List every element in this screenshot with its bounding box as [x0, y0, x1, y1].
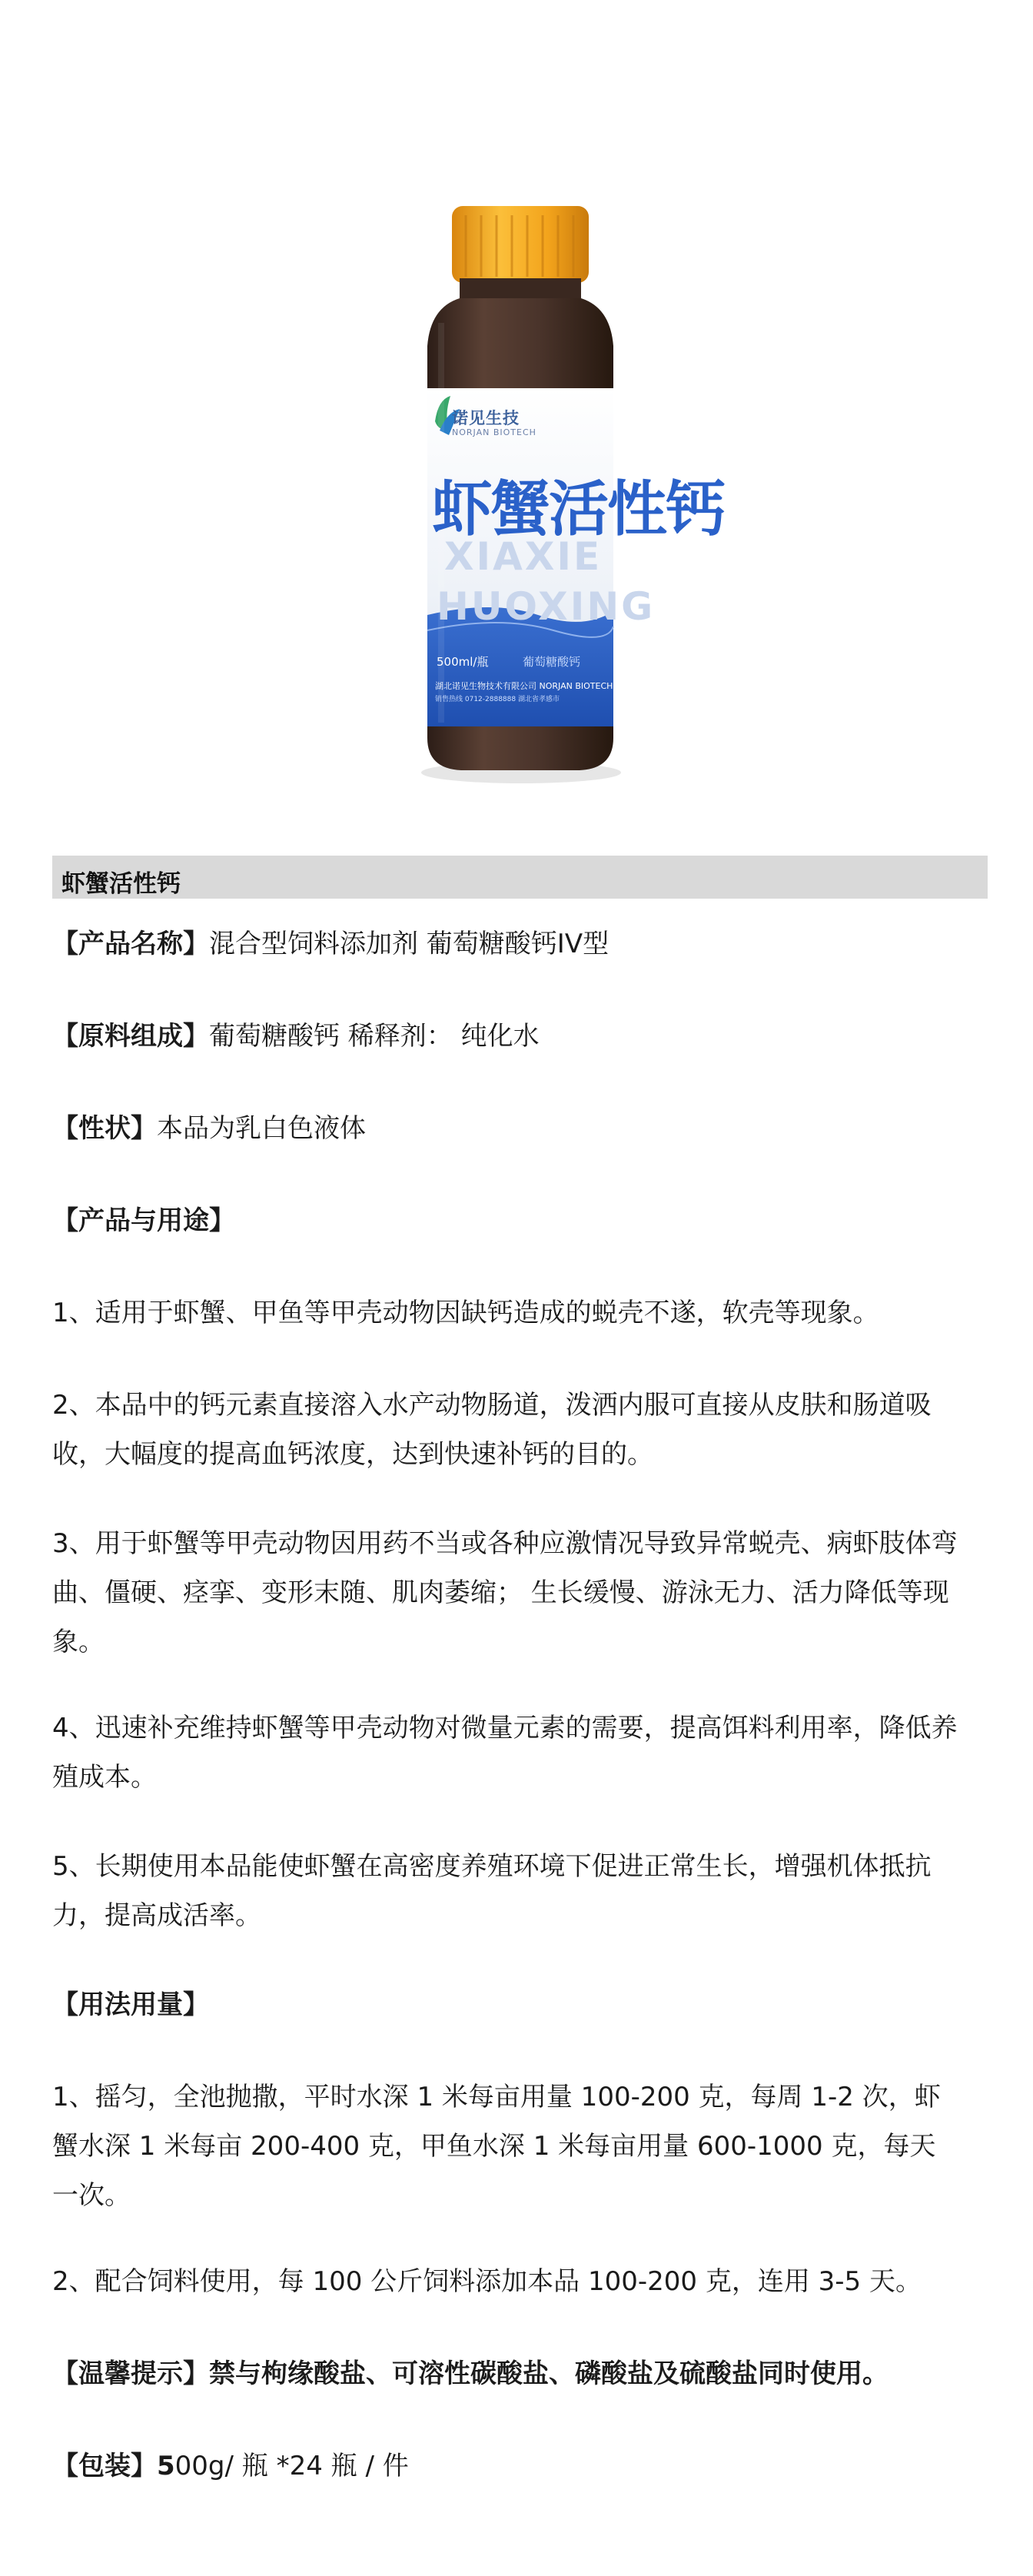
usage-item: 3、用于虾蟹等甲壳动物因用药不当或各种应激情况导致异常蜕壳、病虾肢体弯曲、僵硬、痉挛、变形末随、肌肉萎缩； 生长缓慢、游泳无力、活力降低等现象。: [52, 1528, 958, 1657]
label-pinyin-1: XIAXIE: [444, 534, 603, 579]
section-title-bar: [52, 856, 988, 899]
label-company: 湖北诺见生物技术有限公司 NORJAN BIOTECH 营养科技: [435, 681, 649, 691]
label-volume: 500ml/瓶: [437, 655, 489, 669]
dosage-item: 2、配合饲料使用，每 100 公斤饲料添加本品 100-200 克，连用 3-5 天。: [52, 2266, 922, 2297]
appearance-label: 【性状】: [52, 1113, 157, 1144]
warning-label: 【温馨提示】: [52, 2358, 209, 2389]
usage-heading: 【产品与用途】: [52, 1205, 235, 1236]
usage-item: 1、适用于虾蟹、甲鱼等甲壳动物因缺钙造成的蜕壳不遂，软壳等现象。: [52, 1298, 879, 1328]
package-value-bold: 5: [157, 2451, 175, 2481]
dosage-heading-row: [52, 1980, 975, 2029]
package-row: [52, 2441, 975, 2491]
warning-row: [52, 2349, 975, 2398]
usage-item: 4、迅速补充维持虾蟹等甲壳动物对微量元素的需要，提高饵料利用率，降低养殖成本。: [52, 1713, 958, 1793]
brand-name: 诺见生技: [452, 409, 520, 427]
composition-value: 葡萄糖酸钙 稀释剂： 纯化水: [209, 1021, 540, 1052]
product-photo: [0, 0, 1033, 830]
product-name-label: 【产品名称】: [52, 929, 209, 959]
bottle-cap: [452, 206, 589, 283]
usage-heading-row: [52, 1196, 975, 1245]
composition-label: 【原料组成】: [52, 1021, 209, 1052]
label-pinyin-2: HUOXING: [437, 584, 656, 629]
product-name-value: 混合型饲料添加剂 葡萄糖酸钙IV型: [209, 929, 610, 959]
label-ingredient: 葡萄糖酸钙: [523, 655, 581, 669]
dosage-item: 1、摇匀，全池抛撒，平时水深 1 米每亩用量 100-200 克，每周 1-2 次，虾蟹水深 1 米每亩 200-400 克，甲鱼水深 1 米每亩用量 600-1000 克，每天一次。: [52, 2082, 941, 2211]
package-label: 【包装】: [52, 2451, 157, 2481]
appearance-value: 本品为乳白色液体: [157, 1113, 366, 1144]
warning-value: 禁与枸缘酸盐、可溶性碳酸盐、磷酸盐及硫酸盐同时使用。: [209, 2358, 889, 2389]
usage-item: 5、长期使用本品能使虾蟹在高密度养殖环境下促进正常生长，增强机体抵抗力，提高成活率。: [52, 1851, 932, 1931]
composition-row: [52, 1012, 975, 1061]
package-value: 00g/ 瓶 *24 瓶 / 件: [174, 2451, 409, 2481]
label-product-title: 虾蟹活性钙: [432, 475, 725, 544]
brand-name-en: NORJAN BIOTECH: [452, 427, 536, 437]
section-title: 虾蟹活性钙: [61, 870, 181, 898]
label-company-contact: 销售热线 0712-2888888 湖北省孝感市: [435, 696, 560, 703]
dosage-heading: 【用法用量】: [52, 1989, 209, 2020]
product-name-row: [52, 919, 975, 969]
appearance-row: [52, 1104, 975, 1153]
usage-item: 2、本品中的钙元素直接溶入水产动物肠道，泼洒内服可直接从皮肤和肠道吸收，大幅度的提高血钙浓度，达到快速补钙的目的。: [52, 1390, 932, 1470]
